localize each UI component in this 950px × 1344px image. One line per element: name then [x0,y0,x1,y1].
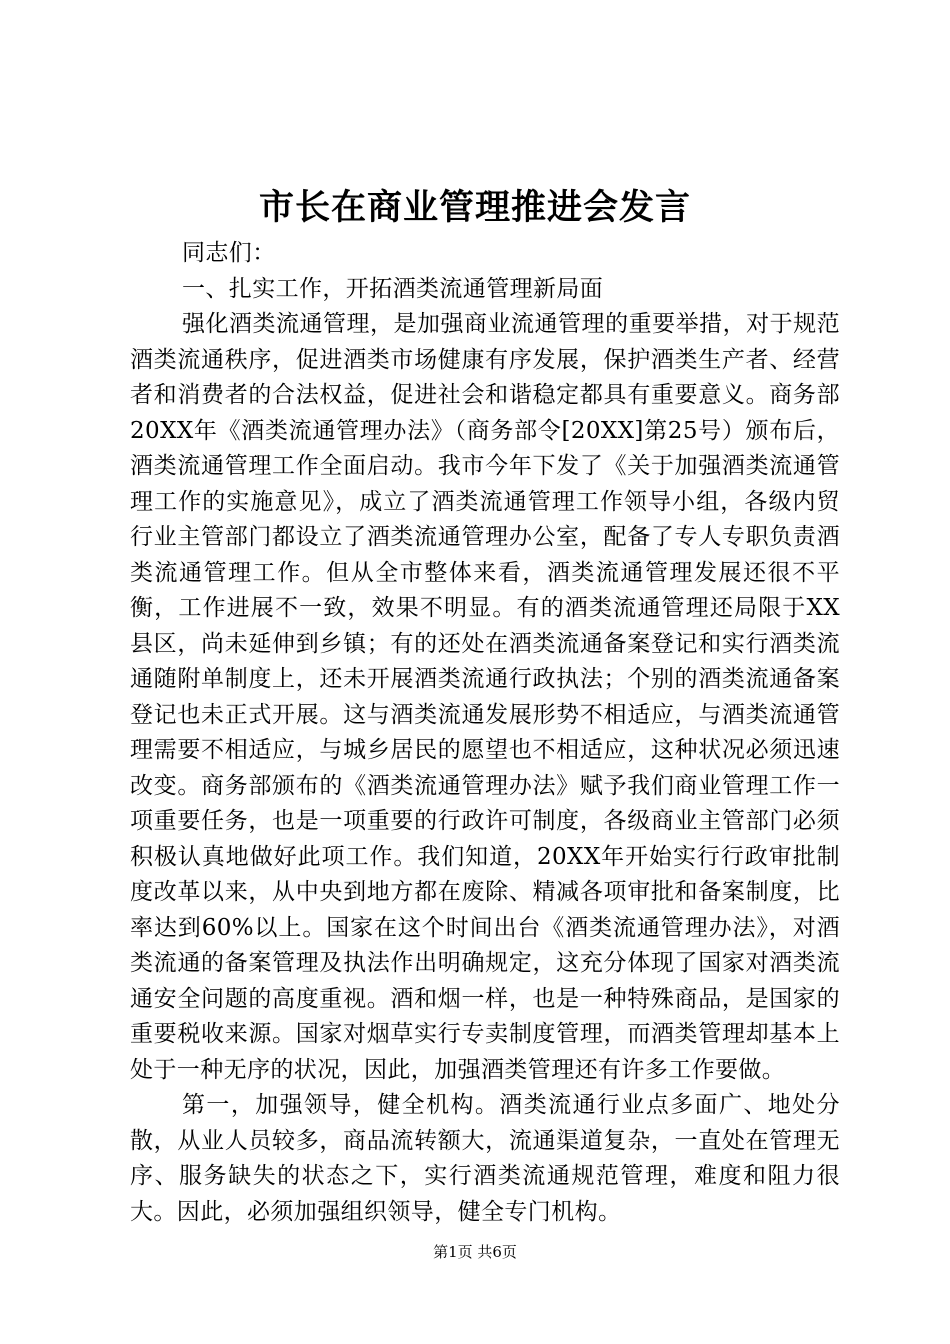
page-title: 市长在商业管理推进会发言 [258,188,691,228]
salutation-paragraph: 同志们： [182,240,276,266]
document-body [130,236,840,1230]
body-paragraph: 第一，加强领导，健全机构。酒类流通行业点多面广、地处分散，从业人员较多，商品流转额大，流通渠道复杂，一直处在管理无序、服务缺失的状态之下，实行酒类流通规范管理，难度和阻力很大。因此，必须加强组织领导，健全专门机构。 [130,1092,840,1225]
section-heading: 一、扎实工作，开拓酒类流通管理新局面 [182,275,604,302]
page-footer: 第1页 共6页 [433,1243,517,1261]
body-paragraph: 强化酒类流通管理，是加强商业流通管理的重要举措，对于规范酒类流通秩序，促进酒类市场健康有序发展，保护酒类生产者、经营者和消费者的合法权益，促进社会和谐稳定都具有重要意义。商务部20XX年《酒类流通管理办法》（商务部令[20XX]第25号）颁布后，酒类流通管理工作全面启动。我市今年下发了《关于加强酒类流通管理工作的实施意见》，成立了酒类流通管理工作领导小组，各级内贸行业主管部门都设立了酒类流通管理办公室，配备了专人专职负责酒类流通管理工作。但从全市整体来看，酒类流通管理发展还很不平衡，工作进展不一致，效果不明显。有的酒类流通管理还局限于XX县区，尚未延伸到乡镇；有的还处在酒类流通备案登记和实行酒类流通随附单制度上，还未开展酒类流通行政执法；个别的酒类流通备案登记也未正式开展。这与酒类流通发展形势不相适应，与酒类流通管理需要不相适应，与城乡居民的愿望也不相适应，这种状况必须迅速改变。商务部颁布的《酒类流通管理办法》赋予我们商业管理工作一项重要任务，也是一项重要的行政许可制度，各级商业主管部门必须积极认真地做好此项工作。我们知道，20XX年开始实行行政审批制度改革以来，从中央到地方都在废除、精减各项审批和备案制度，比率达到60%以上。国家在这个时间出台《酒类流通管理办法》，对酒类流通的备案管理及执法作出明确规定，这充分体现了国家对酒类流通安全问题的高度重视。酒和烟一样，也是一种特殊商品，是国家的重要税收来源。国家对烟草实行专卖制度管理，而酒类管理却基本上处于一种无序的状况，因此，加强酒类管理还有许多工作要做。 [130,311,840,1083]
